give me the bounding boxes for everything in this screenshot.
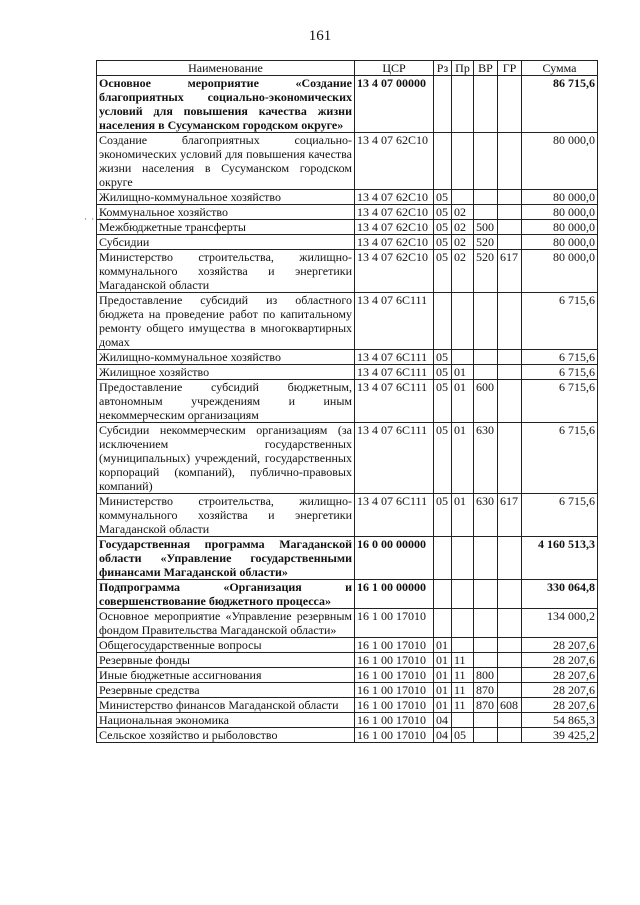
table-row — [97, 220, 598, 235]
header-vr: ВР — [474, 61, 498, 76]
cell-pr — [452, 638, 474, 653]
cell-name: Общегосударственные вопросы — [97, 638, 355, 653]
cell-gr — [498, 190, 522, 205]
cell-rz: 05 — [434, 250, 452, 293]
cell-name: Резервные средства — [97, 683, 355, 698]
cell-csr: 13 4 07 62С10 — [355, 205, 434, 220]
cell-sum: 6 715,6 — [522, 380, 598, 423]
cell-vr — [474, 350, 498, 365]
cell-vr — [474, 293, 498, 350]
table-row — [97, 250, 598, 293]
cell-csr: 13 4 07 62С10 — [355, 235, 434, 250]
cell-vr: 870 — [474, 683, 498, 698]
cell-csr: 13 4 07 6С111 — [355, 350, 434, 365]
cell-pr: 11 — [452, 668, 474, 683]
table-row — [97, 190, 598, 205]
cell-pr: 11 — [452, 683, 474, 698]
cell-name: Жилищно-коммунальное хозяйство — [97, 190, 355, 205]
cell-pr — [452, 713, 474, 728]
cell-rz: 05 — [434, 350, 452, 365]
cell-vr — [474, 580, 498, 609]
cell-csr: 13 4 07 62С10 — [355, 133, 434, 190]
table-row — [97, 235, 598, 250]
cell-rz — [434, 609, 452, 638]
table-row — [97, 698, 598, 713]
cell-sum: 6 715,6 — [522, 350, 598, 365]
cell-pr — [452, 580, 474, 609]
cell-csr: 16 1 00 17010 — [355, 668, 434, 683]
cell-rz: 05 — [434, 365, 452, 380]
cell-csr: 16 1 00 17010 — [355, 653, 434, 668]
table-row — [97, 653, 598, 668]
cell-gr — [498, 76, 522, 133]
cell-pr — [452, 190, 474, 205]
cell-pr: 11 — [452, 653, 474, 668]
cell-gr — [498, 683, 522, 698]
table-row — [97, 580, 598, 609]
cell-pr: 02 — [452, 235, 474, 250]
cell-gr — [498, 728, 522, 743]
cell-rz: 05 — [434, 220, 452, 235]
table-row — [97, 609, 598, 638]
cell-rz: 01 — [434, 668, 452, 683]
cell-name: Межбюджетные трансферты — [97, 220, 355, 235]
cell-csr: 16 1 00 17010 — [355, 698, 434, 713]
cell-sum: 80 000,0 — [522, 235, 598, 250]
cell-name: Создание благоприятных социально-экономических условий для повышения качества жизни населения в Сусуманском городском округе — [97, 133, 355, 190]
cell-pr — [452, 133, 474, 190]
cell-sum: 28 207,6 — [522, 683, 598, 698]
cell-vr — [474, 190, 498, 205]
cell-name: Резервные фонды — [97, 653, 355, 668]
cell-vr: 600 — [474, 380, 498, 423]
cell-sum: 80 000,0 — [522, 250, 598, 293]
cell-sum: 6 715,6 — [522, 365, 598, 380]
cell-name: Министерство строительства, жилищно-коммунального хозяйства и энергетики Магаданской области — [97, 250, 355, 293]
cell-vr — [474, 638, 498, 653]
cell-pr: 01 — [452, 494, 474, 537]
cell-pr: 01 — [452, 423, 474, 494]
cell-rz: 05 — [434, 380, 452, 423]
cell-rz — [434, 76, 452, 133]
cell-csr: 16 1 00 17010 — [355, 683, 434, 698]
cell-rz: 01 — [434, 638, 452, 653]
cell-csr: 13 4 07 6С111 — [355, 293, 434, 350]
cell-name: Государственная программа Магаданской области «Управление государственными финансами Магаданской области» — [97, 537, 355, 580]
cell-name: Жилищное хозяйство — [97, 365, 355, 380]
cell-vr — [474, 713, 498, 728]
cell-pr: 01 — [452, 365, 474, 380]
table-row — [97, 423, 598, 494]
cell-sum: 28 207,6 — [522, 638, 598, 653]
cell-pr: 05 — [452, 728, 474, 743]
table-row — [97, 713, 598, 728]
cell-pr — [452, 609, 474, 638]
cell-gr — [498, 537, 522, 580]
cell-rz — [434, 580, 452, 609]
cell-csr: 13 4 07 00000 — [355, 76, 434, 133]
header-name: Наименование — [97, 61, 355, 76]
cell-name: Предоставление субсидий бюджетным, автономным учреждениям и иным некоммерческим организациям — [97, 380, 355, 423]
cell-name: Национальная экономика — [97, 713, 355, 728]
cell-csr: 13 4 07 62С10 — [355, 220, 434, 235]
cell-gr — [498, 220, 522, 235]
cell-csr: 16 1 00 17010 — [355, 609, 434, 638]
cell-name: Сельское хозяйство и рыболовство — [97, 728, 355, 743]
cell-vr: 520 — [474, 235, 498, 250]
table-row — [97, 365, 598, 380]
budget-table — [96, 60, 598, 743]
cell-sum: 6 715,6 — [522, 423, 598, 494]
cell-vr: 520 — [474, 250, 498, 293]
cell-sum: 330 064,8 — [522, 580, 598, 609]
cell-gr — [498, 133, 522, 190]
cell-gr — [498, 609, 522, 638]
cell-rz: 05 — [434, 423, 452, 494]
cell-csr: 13 4 07 62С10 — [355, 190, 434, 205]
cell-rz — [434, 133, 452, 190]
cell-rz: 04 — [434, 713, 452, 728]
cell-sum: 6 715,6 — [522, 293, 598, 350]
cell-gr: 608 — [498, 698, 522, 713]
cell-sum: 80 000,0 — [522, 190, 598, 205]
cell-name: Основное мероприятие «Создание благоприятных социально-экономических условий для повышения качества жизни населения в Сусуманском городском округе» — [97, 76, 355, 133]
cell-rz: 05 — [434, 190, 452, 205]
cell-gr: 617 — [498, 250, 522, 293]
cell-sum: 28 207,6 — [522, 653, 598, 668]
cell-csr: 16 1 00 17010 — [355, 728, 434, 743]
cell-gr — [498, 668, 522, 683]
cell-sum: 80 000,0 — [522, 220, 598, 235]
table-row — [97, 537, 598, 580]
cell-rz — [434, 537, 452, 580]
cell-vr — [474, 653, 498, 668]
cell-rz — [434, 293, 452, 350]
cell-vr — [474, 205, 498, 220]
cell-pr — [452, 293, 474, 350]
cell-name: Предоставление субсидий из областного бюджета на проведение работ по капитальному ремонту общего имущества в многоквартирных домах — [97, 293, 355, 350]
table-row — [97, 728, 598, 743]
cell-sum: 134 000,2 — [522, 609, 598, 638]
cell-rz: 01 — [434, 698, 452, 713]
table-row — [97, 133, 598, 190]
cell-pr — [452, 350, 474, 365]
cell-sum: 28 207,6 — [522, 668, 598, 683]
table-row — [97, 76, 598, 133]
cell-csr: 13 4 07 6С111 — [355, 380, 434, 423]
cell-vr: 630 — [474, 423, 498, 494]
cell-gr — [498, 235, 522, 250]
cell-gr — [498, 580, 522, 609]
table-header-row — [97, 61, 598, 76]
table-row — [97, 638, 598, 653]
table-row — [97, 205, 598, 220]
cell-csr: 13 4 07 62С10 — [355, 250, 434, 293]
page-number: 161 — [308, 28, 332, 44]
header-pr: Пр — [452, 61, 474, 76]
header-gr: ГР — [498, 61, 522, 76]
cell-rz: 01 — [434, 683, 452, 698]
cell-pr — [452, 76, 474, 133]
cell-vr: 630 — [474, 494, 498, 537]
table-row — [97, 668, 598, 683]
cell-name: Министерство строительства, жилищно-коммунального хозяйства и энергетики Магаданской области — [97, 494, 355, 537]
cell-pr: 01 — [452, 380, 474, 423]
cell-name: Коммунальное хозяйство — [97, 205, 355, 220]
cell-vr — [474, 365, 498, 380]
cell-sum: 39 425,2 — [522, 728, 598, 743]
cell-vr: 800 — [474, 668, 498, 683]
cell-csr: 16 1 00 00000 — [355, 580, 434, 609]
cell-rz: 01 — [434, 653, 452, 668]
cell-csr: 13 4 07 6С111 — [355, 365, 434, 380]
cell-pr: 02 — [452, 220, 474, 235]
header-sum: Сумма — [522, 61, 598, 76]
table-row — [97, 494, 598, 537]
cell-rz: 04 — [434, 728, 452, 743]
cell-csr: 16 1 00 17010 — [355, 638, 434, 653]
cell-csr: 16 1 00 17010 — [355, 713, 434, 728]
cell-vr — [474, 133, 498, 190]
cell-gr — [498, 293, 522, 350]
cell-gr — [498, 380, 522, 423]
cell-vr — [474, 609, 498, 638]
table-row — [97, 350, 598, 365]
table-body — [97, 76, 598, 743]
cell-gr: 617 — [498, 494, 522, 537]
cell-sum: 80 000,0 — [522, 133, 598, 190]
cell-pr: 02 — [452, 250, 474, 293]
cell-gr — [498, 653, 522, 668]
cell-vr — [474, 728, 498, 743]
cell-name: Министерство финансов Магаданской области — [97, 698, 355, 713]
margin-mark: · · · · · — [84, 214, 117, 224]
cell-vr — [474, 537, 498, 580]
cell-sum: 4 160 513,3 — [522, 537, 598, 580]
cell-name: Основное мероприятие «Управление резервным фондом Правительства Магаданской области» — [97, 609, 355, 638]
header-rz: Рз — [434, 61, 452, 76]
cell-csr: 16 0 00 00000 — [355, 537, 434, 580]
cell-gr — [498, 365, 522, 380]
cell-name: Жилищно-коммунальное хозяйство — [97, 350, 355, 365]
cell-gr — [498, 423, 522, 494]
cell-sum: 28 207,6 — [522, 698, 598, 713]
cell-name: Субсидии — [97, 235, 355, 250]
cell-sum: 6 715,6 — [522, 494, 598, 537]
cell-gr — [498, 205, 522, 220]
cell-pr: 02 — [452, 205, 474, 220]
cell-name: Подпрограмма «Организация и совершенствование бюджетного процесса» — [97, 580, 355, 609]
cell-rz: 05 — [434, 205, 452, 220]
table-row — [97, 683, 598, 698]
cell-gr — [498, 350, 522, 365]
cell-name: Иные бюджетные ассигнования — [97, 668, 355, 683]
cell-vr — [474, 76, 498, 133]
cell-gr — [498, 713, 522, 728]
cell-csr: 13 4 07 6С111 — [355, 423, 434, 494]
cell-sum: 80 000,0 — [522, 205, 598, 220]
header-csr: ЦСР — [355, 61, 434, 76]
cell-csr: 13 4 07 6С111 — [355, 494, 434, 537]
cell-sum: 86 715,6 — [522, 76, 598, 133]
table-row — [97, 293, 598, 350]
table-row — [97, 380, 598, 423]
cell-pr: 11 — [452, 698, 474, 713]
cell-sum: 54 865,3 — [522, 713, 598, 728]
cell-vr: 500 — [474, 220, 498, 235]
cell-pr — [452, 537, 474, 580]
cell-name: Субсидии некоммерческим организациям (за исключением государственных (муниципальных) учреждений, государственных корпораций (компаний), публично-правовых компаний) — [97, 423, 355, 494]
cell-gr — [498, 638, 522, 653]
cell-vr: 870 — [474, 698, 498, 713]
cell-rz: 05 — [434, 235, 452, 250]
cell-rz: 05 — [434, 494, 452, 537]
